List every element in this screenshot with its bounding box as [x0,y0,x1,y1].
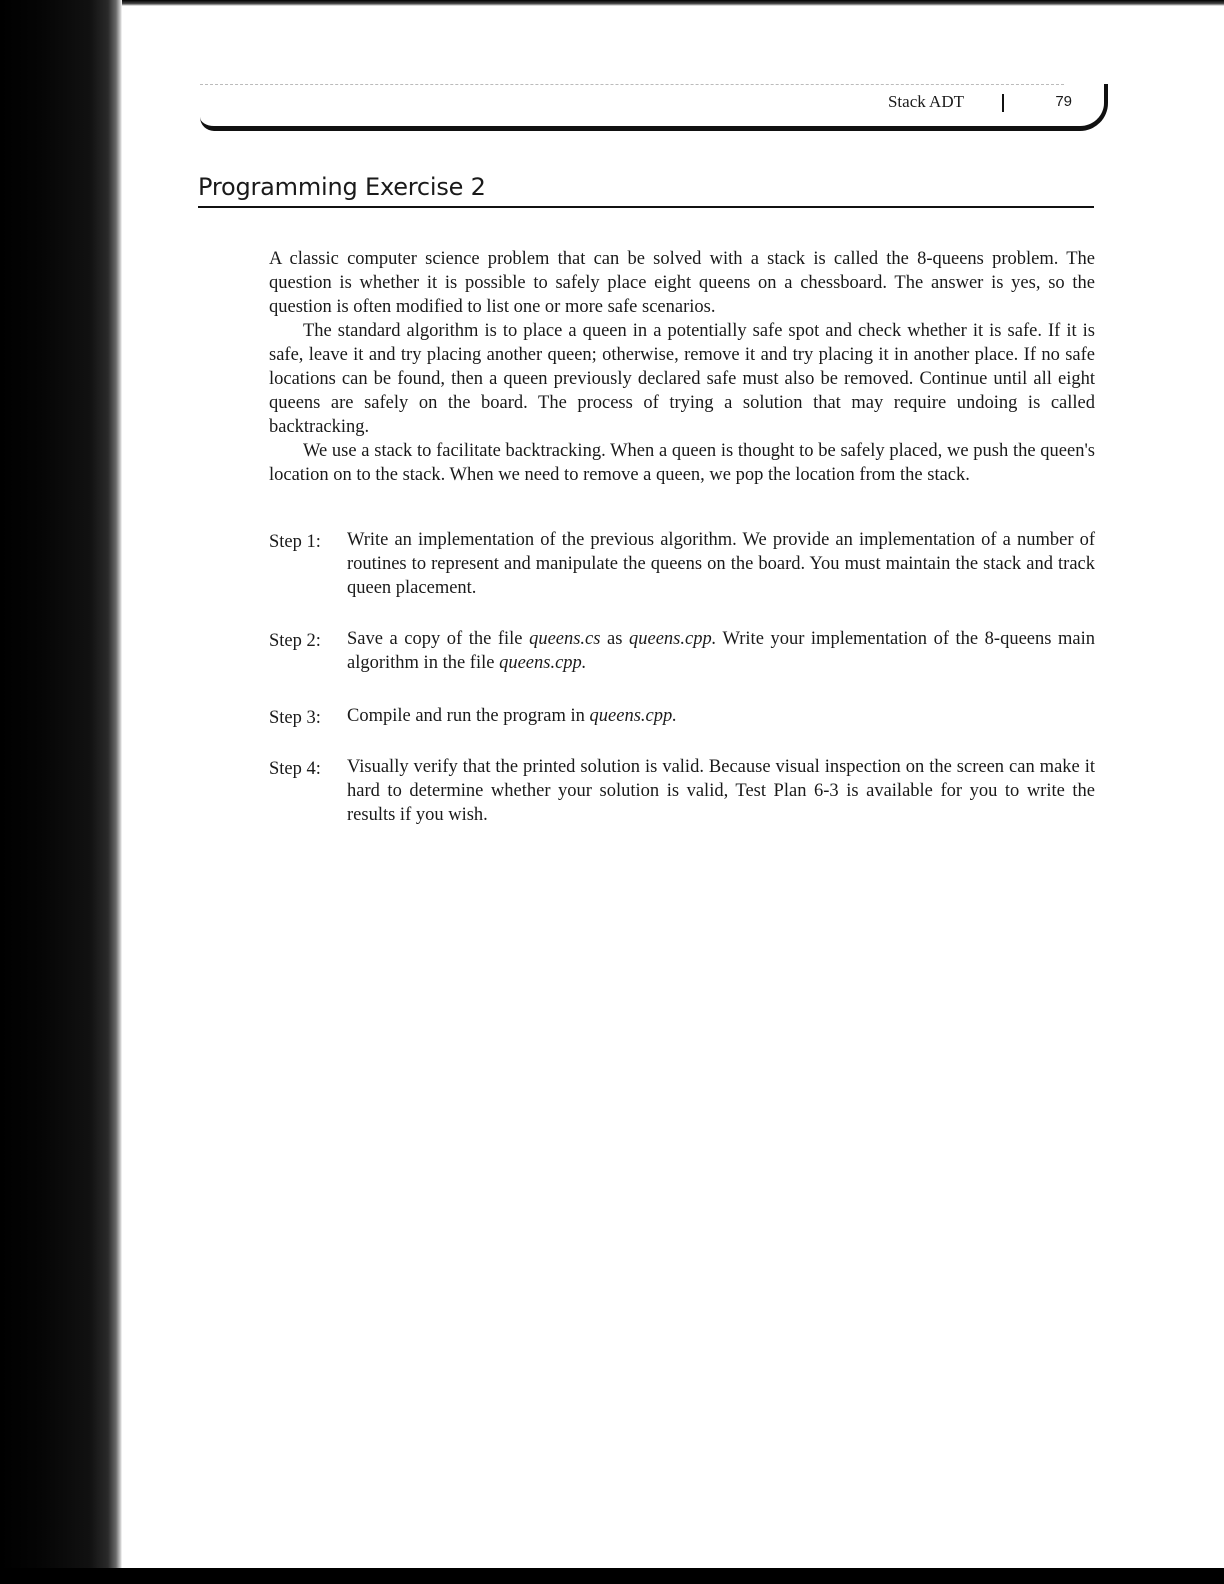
step-text: Compile and run the program in queens.cpp. [347,706,677,726]
section-name: Stack ADT [887,92,964,111]
step-text: Save a copy of the file queens.cs as queens.cpp. Write your implementation of the 8-queens main algorithm in the file queens.cpp. [347,629,1095,673]
header-dashed-line [200,84,1064,85]
paragraph: The standard algorithm is to place a queen in a potentially safe spot and check whether it is safe. If it is safe, leave it and try placing another queen; otherwise, remove it and try placing it in another place. If no safe locations can be found, then a queen previously declared safe must also be removed. Continue until all eight queens are safely on the board. The process of trying a solution that may require undoing is called backtracking. [269,321,1095,437]
paragraph: We use a stack to facilitate backtracking. When a queen is thought to be safely placed, we push the queen's location on to the stack. When we need to remove a queen, we pop the location from the stack. [269,441,1095,485]
scan-top-edge [0,0,1224,6]
paragraph: A classic computer science problem that can be solved with a stack is called the 8-queens problem. The question is whether it is possible to safely place eight queens on a chessboard. The answer is yes, so the question is often modified to list one or more safe scenarios. [269,249,1095,317]
step-2 [269,627,1095,675]
step-label: Step 2: [269,631,321,651]
page-number: 79 [1055,93,1072,110]
title-rule [198,206,1094,208]
filename: queens.cs [529,629,601,649]
filename: queens.cpp. [628,629,717,649]
page-title: Programming Exercise 2 [198,173,486,201]
step-4 [269,755,1095,827]
step-3 [269,704,1095,728]
book-spine-shadow [0,0,122,1584]
running-header [200,84,1108,131]
step-text: Write an implementation of the previous algorithm. We provide an implementation of a number of routines to represent and manipulate the queens on the board. You must maintain the stack and track queen placement. [347,530,1095,598]
filename: queens.cpp. [499,653,587,673]
intro-text [269,247,1095,487]
filename: queens.cpp. [589,706,677,726]
step-label: Step 4: [269,759,321,779]
step-label: Step 1: [269,532,321,552]
header-separator [1002,94,1004,112]
scan-bottom-edge [0,1568,1224,1584]
step-1 [269,528,1095,600]
step-text: Visually verify that the printed solution is valid. Because visual inspection on the screen can make it hard to determine whether your solution is valid, Test Plan 6-3 is available for you to write the results if you wish. [347,757,1095,825]
step-label: Step 3: [269,708,321,728]
